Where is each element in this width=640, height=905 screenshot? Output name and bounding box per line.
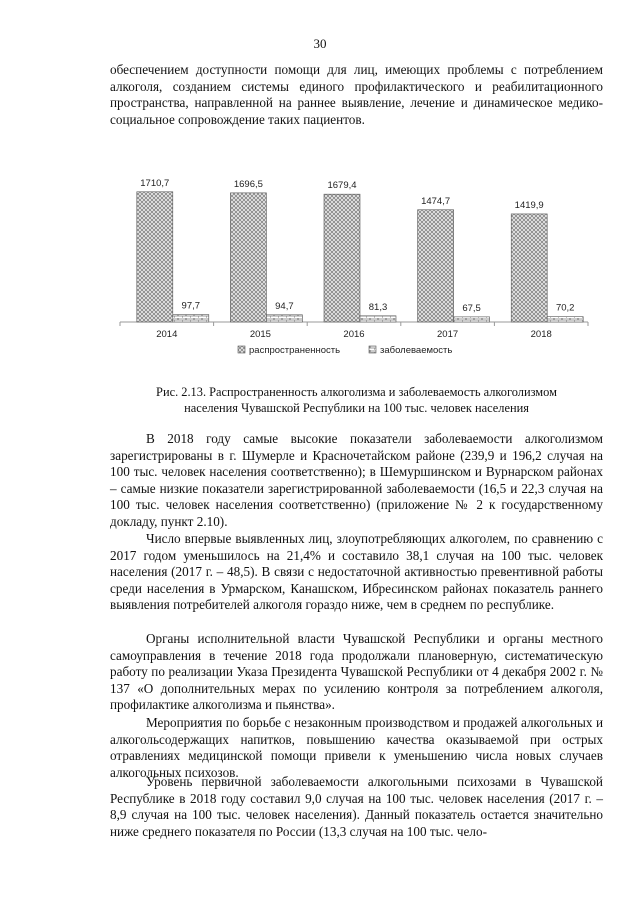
x-tick-label-2017: 2017 <box>437 329 459 340</box>
bar-incidence-2014 <box>173 315 209 322</box>
data-label-prevalence-2018: 1419,9 <box>514 199 544 211</box>
bar-prevalence-2017 <box>418 210 454 322</box>
paragraph-3: Органы исполнительной власти Чувашской Республики и органы местного самоуправления в течение 2018 года продолжали плановерную, систематическую работу по реализации Указа Президента Чувашской Республики от 4 декабря 2002 г. № 137 «О дополнительных мерах по усилению контроля за потреблением алкоголя, профилактике алкоголизма и пьянства». <box>110 631 603 713</box>
page-number: 30 <box>313 36 327 51</box>
bar-incidence-2017 <box>454 317 490 322</box>
bar-prevalence-2018 <box>511 214 547 322</box>
data-label-prevalence-2017: 1474,7 <box>421 195 451 207</box>
x-tick-label-2014: 2014 <box>156 329 178 340</box>
data-label-incidence-2014: 97,7 <box>181 300 201 312</box>
chart <box>110 150 600 365</box>
bar-prevalence-2016 <box>324 194 360 322</box>
data-label-incidence-2018: 70,2 <box>555 302 575 314</box>
x-tick-label-2015: 2015 <box>249 329 271 340</box>
data-label-prevalence-2015: 1696,5 <box>233 178 263 190</box>
paragraph-2: Число впервые выявленных лиц, злоупотребляющих алкоголем, по сравнению с 2017 годом уменьшилось на 21,4% и составило 38,1 случая на 100 тыс. человек населения (2017 г. – 48,5). В связи с недостаточной активностью превентивной работы среди населения в Урмарском, Канашском, Ибресинском районах показатель раннего выявления потребителей алкоголя гораздо ниже, чем в среднем по республике. <box>110 531 603 613</box>
data-label-prevalence-2014: 1710,7 <box>140 177 170 189</box>
bar-incidence-2015 <box>266 315 302 322</box>
bar-prevalence-2015 <box>230 193 266 322</box>
x-tick-label-2018: 2018 <box>530 329 552 340</box>
bar-incidence-2016 <box>360 316 396 322</box>
intro-paragraph: обеспечением доступности помощи для лиц, имеющих проблемы с потреблением алкоголя, созданием системы единого профилактического и реабилитационного пространства, направленной на раннее выявление, лечение и динамическое медико-социальное сопровождение таких пациентов. <box>110 62 603 127</box>
legend-label-incidence: заболеваемость <box>380 345 453 356</box>
caption-line-2: населения Чувашской Республики на 100 тыс. человек населения <box>184 400 529 415</box>
legend-label-prevalence: распространенность <box>249 345 341 356</box>
data-label-incidence-2016: 81,3 <box>368 301 388 313</box>
caption-line-1: Рис. 2.13. Распространенность алкоголизма и заболеваемость алкоголизмом <box>156 385 557 399</box>
paragraph-4: Мероприятия по борьбе с незаконным производством и продажей алкогольных и алкогольсодержащих напитков, повышению качества оказываемой при острых отравлениях медицинской помощи привели к уменьшению числа новых случаев алкогольных психозов. <box>110 715 603 780</box>
legend-swatch-prevalence <box>238 346 245 353</box>
bar-chart <box>110 150 600 365</box>
bar-prevalence-2014 <box>137 192 173 322</box>
legend <box>238 345 452 356</box>
x-tick-label-2016: 2016 <box>343 329 365 340</box>
bar-incidence-2018 <box>547 317 583 322</box>
paragraph-5: Уровень первичной заболеваемости алкогольными психозами в Чувашской Республике в 2018 году составил 9,0 случая на 100 тыс. человек населения (2017 г. – 8,9 случая на 100 тыс. человек населения). Данный показатель остается значительно ниже среднего показателя по России (13,3 случая на 100 тыс. чело- <box>110 774 603 839</box>
data-label-incidence-2017: 67,5 <box>462 302 481 314</box>
data-label-prevalence-2016: 1679,4 <box>327 180 357 192</box>
figure-caption <box>110 385 603 416</box>
legend-swatch-incidence <box>369 346 376 353</box>
paragraph-1: В 2018 году самые высокие показатели заболеваемости алкоголизмом зарегистрированы в г. Шумерле и Красночетайском районе (239,9 и 196,2 случая на 100 тыс. человек населения соответственно); в Шемуршинском и Вурнарском районах – самые низкие показатели зарегистрированной заболеваемости (16,5 и 22,3 случая на 100 тыс. человек населения соответственно) (приложение № 2 к государственному докладу, пункт 2.10). <box>110 431 603 529</box>
data-label-incidence-2015: 94,7 <box>275 300 294 312</box>
